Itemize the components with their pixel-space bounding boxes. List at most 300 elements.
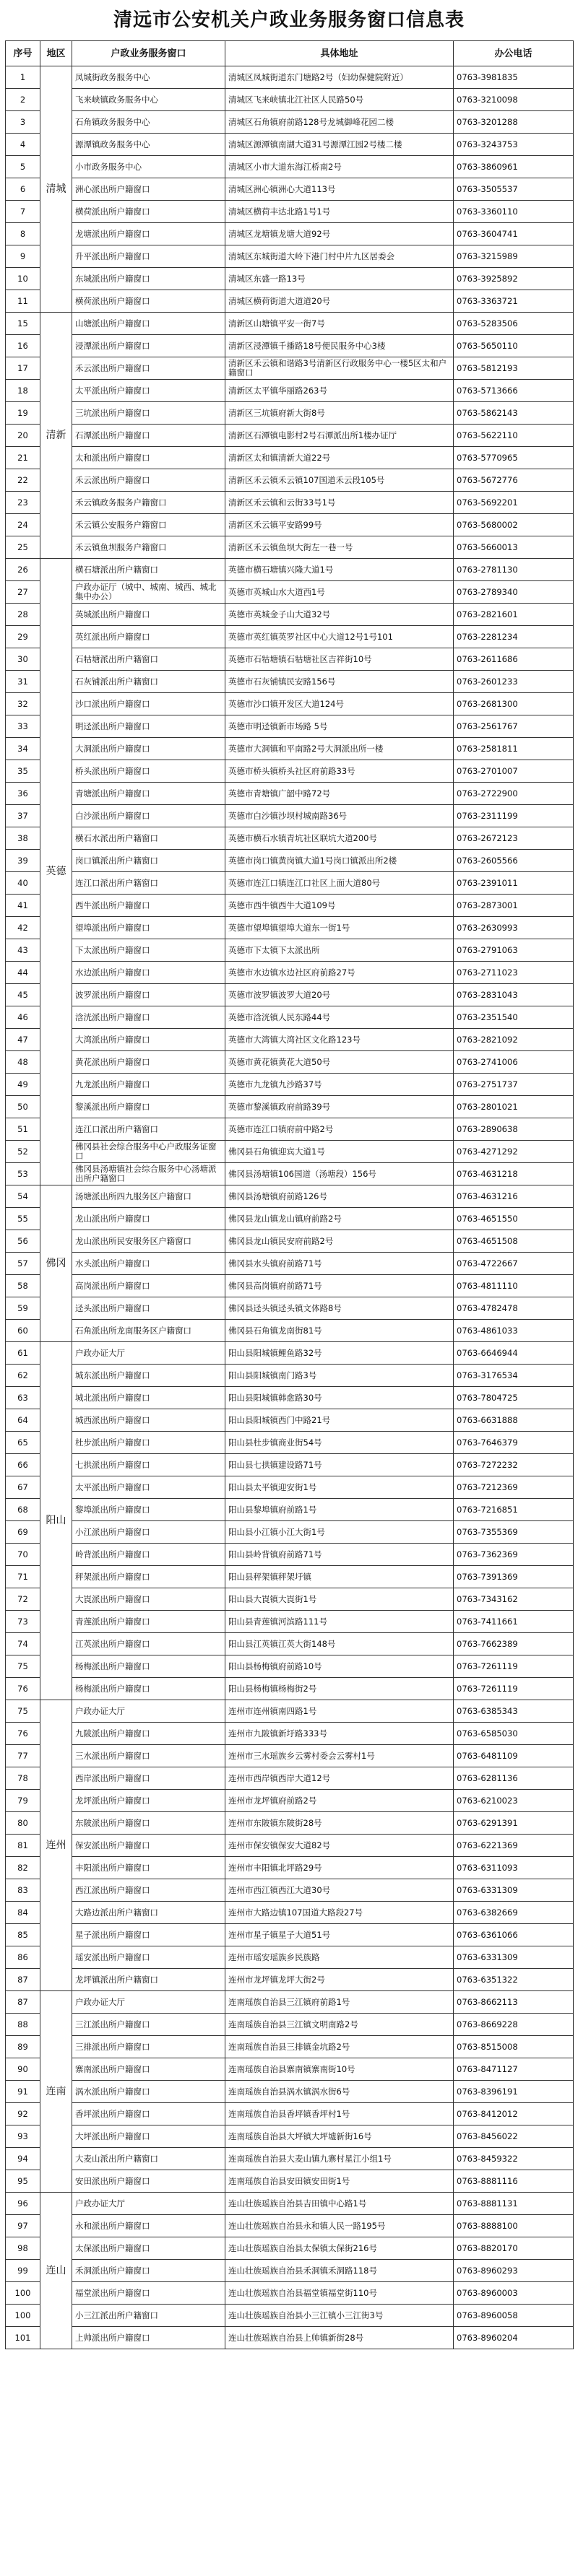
window-name: 明迳派出所户籍窗口 bbox=[72, 715, 225, 738]
row-index: 100 bbox=[6, 2282, 40, 2305]
row-index: 57 bbox=[6, 1253, 40, 1275]
table-row bbox=[6, 290, 574, 313]
window-name: 涡水派出所户籍窗口 bbox=[72, 2081, 225, 2103]
table-row bbox=[6, 2215, 574, 2237]
table-row bbox=[6, 1745, 574, 1767]
info-table bbox=[5, 40, 574, 2349]
row-index: 5 bbox=[6, 156, 40, 178]
window-name: 大麦山派出所户籍窗口 bbox=[72, 2148, 225, 2170]
phone-number: 0763-8960293 bbox=[454, 2260, 574, 2282]
table-row bbox=[6, 469, 574, 492]
address: 阳山县阳城镇西门中路21号 bbox=[225, 1409, 454, 1432]
row-index: 21 bbox=[6, 447, 40, 469]
table-row bbox=[6, 1588, 574, 1611]
address: 清城区飞来峡镇北江社区人民路50号 bbox=[225, 89, 454, 111]
address: 佛冈县高岗镇府前路71号 bbox=[225, 1275, 454, 1297]
address: 佛冈县石角镇龙南街81号 bbox=[225, 1320, 454, 1342]
address: 英德市西牛镇西牛大道109号 bbox=[225, 895, 454, 917]
address: 连南瑶族自治县涡水镇涡水街6号 bbox=[225, 2081, 454, 2103]
row-index: 56 bbox=[6, 1230, 40, 1253]
table-row bbox=[6, 1476, 574, 1499]
window-name: 东城派出所户籍窗口 bbox=[72, 268, 225, 290]
window-name: 凤城街政务服务中心 bbox=[72, 66, 225, 89]
district-cell: 连南 bbox=[40, 1991, 72, 2193]
address: 阳山县阳城镇韩愈路30号 bbox=[225, 1387, 454, 1409]
row-index: 69 bbox=[6, 1521, 40, 1544]
row-index: 88 bbox=[6, 2014, 40, 2036]
phone-number: 0763-7646379 bbox=[454, 1432, 574, 1454]
phone-number: 0763-7362369 bbox=[454, 1544, 574, 1566]
window-name: 太和派出所户籍窗口 bbox=[72, 447, 225, 469]
row-index: 101 bbox=[6, 2327, 40, 2349]
window-name: 石牯塘派出所户籍窗口 bbox=[72, 648, 225, 671]
phone-number: 0763-5283506 bbox=[454, 313, 574, 335]
table-row bbox=[6, 1723, 574, 1745]
phone-number: 0763-8456022 bbox=[454, 2125, 574, 2148]
row-index: 75 bbox=[6, 1700, 40, 1723]
phone-number: 0763-4811110 bbox=[454, 1275, 574, 1297]
window-name: 九龙派出所户籍窗口 bbox=[72, 1074, 225, 1096]
table-row bbox=[6, 425, 574, 447]
window-name: 禾云镇鱼坝服务户籍窗口 bbox=[72, 536, 225, 559]
phone-number: 0763-5862143 bbox=[454, 402, 574, 425]
window-name: 户政办证大厅 bbox=[72, 1991, 225, 2014]
row-index: 24 bbox=[6, 514, 40, 536]
address: 连南瑶族自治县安田镇安田街1号 bbox=[225, 2170, 454, 2193]
table-row bbox=[6, 447, 574, 469]
row-index: 40 bbox=[6, 872, 40, 895]
table-row bbox=[6, 1700, 574, 1723]
phone-number: 0763-7355369 bbox=[454, 1521, 574, 1544]
window-name: 升平派出所户籍窗口 bbox=[72, 245, 225, 268]
row-index: 6 bbox=[6, 178, 40, 201]
phone-number: 0763-7216851 bbox=[454, 1499, 574, 1521]
row-index: 34 bbox=[6, 738, 40, 760]
phone-number: 0763-2821601 bbox=[454, 604, 574, 626]
row-index: 65 bbox=[6, 1432, 40, 1454]
table-row bbox=[6, 1275, 574, 1297]
table-row bbox=[6, 2260, 574, 2282]
row-index: 25 bbox=[6, 536, 40, 559]
table-row bbox=[6, 245, 574, 268]
window-name: 禾洞派出所户籍窗口 bbox=[72, 2260, 225, 2282]
row-index: 78 bbox=[6, 1767, 40, 1790]
window-name: 西江派出所户籍窗口 bbox=[72, 1879, 225, 1902]
row-index: 11 bbox=[6, 290, 40, 313]
phone-number: 0763-5713666 bbox=[454, 380, 574, 402]
address: 英德市沙口镇开发区大道124号 bbox=[225, 693, 454, 715]
table-row bbox=[6, 1320, 574, 1342]
district-cell: 清城 bbox=[40, 66, 72, 313]
row-index: 63 bbox=[6, 1387, 40, 1409]
row-index: 38 bbox=[6, 827, 40, 850]
table-row bbox=[6, 156, 574, 178]
window-name: 三水派出所户籍窗口 bbox=[72, 1745, 225, 1767]
address: 英德市桥头镇桥头社区府前路33号 bbox=[225, 760, 454, 783]
address: 清新区禾云镇禾云镇107国道禾云段105号 bbox=[225, 469, 454, 492]
window-name: 青莲派出所户籍窗口 bbox=[72, 1611, 225, 1633]
address: 阳山县青莲镇河滨路111号 bbox=[225, 1611, 454, 1633]
row-index: 20 bbox=[6, 425, 40, 447]
phone-number: 0763-6221369 bbox=[454, 1835, 574, 1857]
address: 英德市岗口镇黄岗镇大道1号岗口镇派出所2楼 bbox=[225, 850, 454, 872]
address: 阳山县大崀镇大崀街1号 bbox=[225, 1588, 454, 1611]
window-name: 保安派出所户籍窗口 bbox=[72, 1835, 225, 1857]
address: 连州市星子镇星子大道51号 bbox=[225, 1924, 454, 1946]
row-index: 81 bbox=[6, 1835, 40, 1857]
phone-number: 0763-2681300 bbox=[454, 693, 574, 715]
table-row bbox=[6, 581, 574, 604]
window-name: 九陂派出所户籍窗口 bbox=[72, 1723, 225, 1745]
address: 连山壮族瑶族自治县吉田镇中心路1号 bbox=[225, 2193, 454, 2215]
phone-number: 0763-4782478 bbox=[454, 1297, 574, 1320]
table-row bbox=[6, 805, 574, 827]
table-row bbox=[6, 917, 574, 939]
table-row bbox=[6, 895, 574, 917]
table-row bbox=[6, 1006, 574, 1029]
address: 连山壮族瑶族自治县太保镇太保街216号 bbox=[225, 2237, 454, 2260]
row-index: 23 bbox=[6, 492, 40, 514]
row-index: 98 bbox=[6, 2237, 40, 2260]
row-index: 4 bbox=[6, 134, 40, 156]
header-window: 户政业务服务窗口 bbox=[72, 41, 225, 66]
address: 英德市黄花镇黄花大道50号 bbox=[225, 1051, 454, 1074]
address: 佛冈县龙山镇民安府前路2号 bbox=[225, 1230, 454, 1253]
district-cell: 阳山 bbox=[40, 1342, 72, 1700]
window-name: 石角镇政务服务中心 bbox=[72, 111, 225, 134]
row-index: 76 bbox=[6, 1678, 40, 1700]
table-row bbox=[6, 2193, 574, 2215]
window-name: 杜步派出所户籍窗口 bbox=[72, 1432, 225, 1454]
address: 英德市黎溪镇政府前路39号 bbox=[225, 1096, 454, 1118]
table-row bbox=[6, 201, 574, 223]
row-index: 27 bbox=[6, 581, 40, 604]
phone-number: 0763-3505537 bbox=[454, 178, 574, 201]
row-index: 18 bbox=[6, 380, 40, 402]
address: 阳山县阳城镇鲤鱼路32号 bbox=[225, 1342, 454, 1365]
table-row bbox=[6, 111, 574, 134]
row-index: 91 bbox=[6, 2081, 40, 2103]
phone-number: 0763-5770965 bbox=[454, 447, 574, 469]
district-cell: 佛冈 bbox=[40, 1185, 72, 1342]
row-index: 41 bbox=[6, 895, 40, 917]
phone-number: 0763-2701007 bbox=[454, 760, 574, 783]
table-row bbox=[6, 1812, 574, 1835]
address: 连州市保安镇保安大道82号 bbox=[225, 1835, 454, 1857]
phone-number: 0763-8396191 bbox=[454, 2081, 574, 2103]
phone-number: 0763-2821092 bbox=[454, 1029, 574, 1051]
row-index: 31 bbox=[6, 671, 40, 693]
phone-number: 0763-5650110 bbox=[454, 335, 574, 357]
table-row bbox=[6, 1051, 574, 1074]
phone-number: 0763-6331309 bbox=[454, 1946, 574, 1969]
table-row bbox=[6, 1566, 574, 1588]
phone-number: 0763-3201288 bbox=[454, 111, 574, 134]
address: 英德市横石水镇青坑社区联坑大道200号 bbox=[225, 827, 454, 850]
row-index: 2 bbox=[6, 89, 40, 111]
address: 连南瑶族自治县大麦山镇九寨村星江小组1号 bbox=[225, 2148, 454, 2170]
table-row bbox=[6, 1969, 574, 1991]
phone-number: 0763-2791063 bbox=[454, 939, 574, 962]
row-index: 43 bbox=[6, 939, 40, 962]
window-name: 杨梅派出所户籍窗口 bbox=[72, 1678, 225, 1700]
phone-number: 0763-2672123 bbox=[454, 827, 574, 850]
phone-number: 0763-2789340 bbox=[454, 581, 574, 604]
address: 英德市石灰铺镇民安路156号 bbox=[225, 671, 454, 693]
window-name: 水头派出所户籍窗口 bbox=[72, 1253, 225, 1275]
phone-number: 0763-4651550 bbox=[454, 1208, 574, 1230]
window-name: 石潭派出所户籍窗口 bbox=[72, 425, 225, 447]
phone-number: 0763-5622110 bbox=[454, 425, 574, 447]
table-row bbox=[6, 268, 574, 290]
address: 清新区太平镇华丽路263号 bbox=[225, 380, 454, 402]
table-row bbox=[6, 827, 574, 850]
address: 阳山县小江镇小江大街1号 bbox=[225, 1521, 454, 1544]
window-name: 小江派出所户籍窗口 bbox=[72, 1521, 225, 1544]
window-name: 龙坪镇派出所户籍窗口 bbox=[72, 1969, 225, 1991]
row-index: 3 bbox=[6, 111, 40, 134]
address: 连州市西江镇西江大道30号 bbox=[225, 1879, 454, 1902]
row-index: 79 bbox=[6, 1790, 40, 1812]
row-index: 92 bbox=[6, 2103, 40, 2125]
window-name: 七拱派出所户籍窗口 bbox=[72, 1454, 225, 1476]
address: 阳山县秤架镇秤架圩镇 bbox=[225, 1566, 454, 1588]
window-name: 望埠派出所户籍窗口 bbox=[72, 917, 225, 939]
phone-number: 0763-3363721 bbox=[454, 290, 574, 313]
table-row bbox=[6, 2148, 574, 2170]
window-name: 江英派出所户籍窗口 bbox=[72, 1633, 225, 1655]
phone-number: 0763-5672776 bbox=[454, 469, 574, 492]
phone-number: 0763-8471127 bbox=[454, 2058, 574, 2081]
phone-number: 0763-2391011 bbox=[454, 872, 574, 895]
window-name: 户政办证大厅 bbox=[72, 1700, 225, 1723]
address: 连南瑶族自治县三江镇府前路1号 bbox=[225, 1991, 454, 2014]
table-row bbox=[6, 1991, 574, 2014]
row-index: 53 bbox=[6, 1163, 40, 1185]
row-index: 94 bbox=[6, 2148, 40, 2170]
row-index: 47 bbox=[6, 1029, 40, 1051]
phone-number: 0763-6481109 bbox=[454, 1745, 574, 1767]
address: 英德市青塘镇广韶中路72号 bbox=[225, 783, 454, 805]
window-name: 英红派出所户籍窗口 bbox=[72, 626, 225, 648]
table-row bbox=[6, 715, 574, 738]
address: 阳山县黎埠镇府前路1号 bbox=[225, 1499, 454, 1521]
phone-number: 0763-3215989 bbox=[454, 245, 574, 268]
window-name: 大崀派出所户籍窗口 bbox=[72, 1588, 225, 1611]
address: 清城区龙塘镇龙塘大道92号 bbox=[225, 223, 454, 245]
row-index: 35 bbox=[6, 760, 40, 783]
row-index: 90 bbox=[6, 2058, 40, 2081]
window-name: 城北派出所户籍窗口 bbox=[72, 1387, 225, 1409]
phone-number: 0763-7411661 bbox=[454, 1611, 574, 1633]
table-row bbox=[6, 2081, 574, 2103]
table-row bbox=[6, 2282, 574, 2305]
phone-number: 0763-6291391 bbox=[454, 1812, 574, 1835]
address: 英德市横石塘镇兴隆大道1号 bbox=[225, 559, 454, 581]
window-name: 连江口派出所户籍窗口 bbox=[72, 872, 225, 895]
table-row bbox=[6, 2237, 574, 2260]
window-name: 东陂派出所户籍窗口 bbox=[72, 1812, 225, 1835]
address: 佛冈县迳头镇迳头镇文体路8号 bbox=[225, 1297, 454, 1320]
address: 英德市望埠镇望埠大道东一街1号 bbox=[225, 917, 454, 939]
address: 清城区凤城街道东门塘路2号（妇幼保健院附近） bbox=[225, 66, 454, 89]
phone-number: 0763-7212369 bbox=[454, 1476, 574, 1499]
phone-number: 0763-2605566 bbox=[454, 850, 574, 872]
phone-number: 0763-2281234 bbox=[454, 626, 574, 648]
address: 清新区三坑镇府新大街8号 bbox=[225, 402, 454, 425]
address: 连南瑶族自治县三排镇金坑路2号 bbox=[225, 2036, 454, 2058]
table-row bbox=[6, 1185, 574, 1208]
address: 英德市连江口镇连江口社区上面大道80号 bbox=[225, 872, 454, 895]
phone-number: 0763-6382669 bbox=[454, 1902, 574, 1924]
row-index: 32 bbox=[6, 693, 40, 715]
table-row bbox=[6, 1790, 574, 1812]
address: 连州市瑶安瑶族乡民族路 bbox=[225, 1946, 454, 1969]
address: 清新区禾云镇鱼坝大街左一巷一号 bbox=[225, 536, 454, 559]
window-name: 波罗派出所户籍窗口 bbox=[72, 984, 225, 1006]
row-index: 33 bbox=[6, 715, 40, 738]
address: 连南瑶族自治县大坪镇大坪墟新街16号 bbox=[225, 2125, 454, 2148]
row-index: 54 bbox=[6, 1185, 40, 1208]
row-index: 9 bbox=[6, 245, 40, 268]
address: 连南瑶族自治县香坪镇香坪村1号 bbox=[225, 2103, 454, 2125]
phone-number: 0763-3860961 bbox=[454, 156, 574, 178]
phone-number: 0763-2751737 bbox=[454, 1074, 574, 1096]
table-row bbox=[6, 1835, 574, 1857]
window-name: 禾云镇公安服务户籍窗口 bbox=[72, 514, 225, 536]
phone-number: 0763-8820170 bbox=[454, 2237, 574, 2260]
row-index: 87 bbox=[6, 1991, 40, 2014]
table-row bbox=[6, 1879, 574, 1902]
row-index: 85 bbox=[6, 1924, 40, 1946]
address: 连州市西岸镇西岸大道12号 bbox=[225, 1767, 454, 1790]
address: 英德市九龙镇九沙路37号 bbox=[225, 1074, 454, 1096]
window-name: 高岗派出所户籍窗口 bbox=[72, 1275, 225, 1297]
table-row bbox=[6, 1029, 574, 1051]
phone-number: 0763-8960003 bbox=[454, 2282, 574, 2305]
table-row bbox=[6, 850, 574, 872]
window-name: 户政办证厅（城中、城南、城西、城北集中办公） bbox=[72, 581, 225, 604]
phone-number: 0763-6585030 bbox=[454, 1723, 574, 1745]
table-row bbox=[6, 1857, 574, 1879]
row-index: 60 bbox=[6, 1320, 40, 1342]
district-cell: 连山 bbox=[40, 2193, 72, 2349]
phone-number: 0763-8459322 bbox=[454, 2148, 574, 2170]
address: 连州市丰阳镇北坪路29号 bbox=[225, 1857, 454, 1879]
phone-number: 0763-8669228 bbox=[454, 2014, 574, 2036]
address: 清新区山塘镇平安一街7号 bbox=[225, 313, 454, 335]
address: 英德市英红镇英罗社区中心大道12号1号101 bbox=[225, 626, 454, 648]
row-index: 30 bbox=[6, 648, 40, 671]
window-name: 源潭镇政务服务中心 bbox=[72, 134, 225, 156]
address: 连州市东陂镇东陂街28号 bbox=[225, 1812, 454, 1835]
address: 佛冈县水头镇府前路71号 bbox=[225, 1253, 454, 1275]
table-row bbox=[6, 402, 574, 425]
address: 佛冈县石角镇迎宾大道1号 bbox=[225, 1141, 454, 1163]
address: 英德市大湾镇大湾社区文化路123号 bbox=[225, 1029, 454, 1051]
row-index: 74 bbox=[6, 1633, 40, 1655]
phone-number: 0763-2601233 bbox=[454, 671, 574, 693]
row-index: 19 bbox=[6, 402, 40, 425]
table-row bbox=[6, 1365, 574, 1387]
row-index: 50 bbox=[6, 1096, 40, 1118]
table-row bbox=[6, 1409, 574, 1432]
row-index: 97 bbox=[6, 2215, 40, 2237]
phone-number: 0763-8412012 bbox=[454, 2103, 574, 2125]
window-name: 龙坪派出所户籍窗口 bbox=[72, 1790, 225, 1812]
phone-number: 0763-6351322 bbox=[454, 1969, 574, 1991]
row-index: 7 bbox=[6, 201, 40, 223]
table-row bbox=[6, 1096, 574, 1118]
table-row bbox=[6, 984, 574, 1006]
window-name: 迳头派出所户籍窗口 bbox=[72, 1297, 225, 1320]
table-row bbox=[6, 738, 574, 760]
window-name: 大坪派出所户籍窗口 bbox=[72, 2125, 225, 2148]
table-row bbox=[6, 1678, 574, 1700]
row-index: 76 bbox=[6, 1723, 40, 1745]
phone-number: 0763-6281136 bbox=[454, 1767, 574, 1790]
phone-number: 0763-6210023 bbox=[454, 1790, 574, 1812]
address: 清新区禾云镇和谐路3号清新区行政服务中心一楼5区太和户籍窗口 bbox=[225, 357, 454, 380]
address: 清城区洲心镇洲心大道113号 bbox=[225, 178, 454, 201]
row-index: 70 bbox=[6, 1544, 40, 1566]
table-row bbox=[6, 693, 574, 715]
address: 英德市英城金子山大道32号 bbox=[225, 604, 454, 626]
window-name: 寨南派出所户籍窗口 bbox=[72, 2058, 225, 2081]
phone-number: 0763-6331309 bbox=[454, 1879, 574, 1902]
window-name: 浛洸派出所户籍窗口 bbox=[72, 1006, 225, 1029]
phone-number: 0763-2873001 bbox=[454, 895, 574, 917]
row-index: 1 bbox=[6, 66, 40, 89]
address: 连山壮族瑶族自治县上帅镇新街28号 bbox=[225, 2327, 454, 2349]
address: 阳山县杨梅镇府前路10号 bbox=[225, 1655, 454, 1678]
header-index: 序号 bbox=[6, 41, 40, 66]
table-row bbox=[6, 1387, 574, 1409]
table-row bbox=[6, 604, 574, 626]
phone-number: 0763-2581811 bbox=[454, 738, 574, 760]
window-name: 香坪派出所户籍窗口 bbox=[72, 2103, 225, 2125]
address: 英德市下太镇下太派出所 bbox=[225, 939, 454, 962]
phone-number: 0763-5692201 bbox=[454, 492, 574, 514]
address: 清新区禾云镇平安路99号 bbox=[225, 514, 454, 536]
window-name: 三江派出所户籍窗口 bbox=[72, 2014, 225, 2036]
address: 连山壮族瑶族自治县小三江镇小三江街3号 bbox=[225, 2305, 454, 2327]
address: 英德市连江口镇府前中路2号 bbox=[225, 1118, 454, 1141]
address: 英德市明迳镇新市场路 5号 bbox=[225, 715, 454, 738]
phone-number: 0763-3176534 bbox=[454, 1365, 574, 1387]
window-name: 安田派出所户籍窗口 bbox=[72, 2170, 225, 2193]
window-name: 小三江派出所户籍窗口 bbox=[72, 2305, 225, 2327]
phone-number: 0763-4631218 bbox=[454, 1163, 574, 1185]
phone-number: 0763-3360110 bbox=[454, 201, 574, 223]
row-index: 67 bbox=[6, 1476, 40, 1499]
row-index: 82 bbox=[6, 1857, 40, 1879]
address: 连州市九陂镇新圩路333号 bbox=[225, 1723, 454, 1745]
address: 阳山县太平镇迎安街1号 bbox=[225, 1476, 454, 1499]
address: 清新区禾云镇和云街33号1号 bbox=[225, 492, 454, 514]
row-index: 100 bbox=[6, 2305, 40, 2327]
window-name: 龙山派出所户籍窗口 bbox=[72, 1208, 225, 1230]
window-name: 龙山派出所民安服务区户籍窗口 bbox=[72, 1230, 225, 1253]
window-name: 水边派出所户籍窗口 bbox=[72, 962, 225, 984]
address: 连州市三水瑶族乡云雾村委会云雾村1号 bbox=[225, 1745, 454, 1767]
address: 清城区东城街道大岭下港门村中片九区居委会 bbox=[225, 245, 454, 268]
table-row bbox=[6, 2058, 574, 2081]
row-index: 95 bbox=[6, 2170, 40, 2193]
table-row bbox=[6, 134, 574, 156]
row-index: 37 bbox=[6, 805, 40, 827]
table-row bbox=[6, 1454, 574, 1476]
